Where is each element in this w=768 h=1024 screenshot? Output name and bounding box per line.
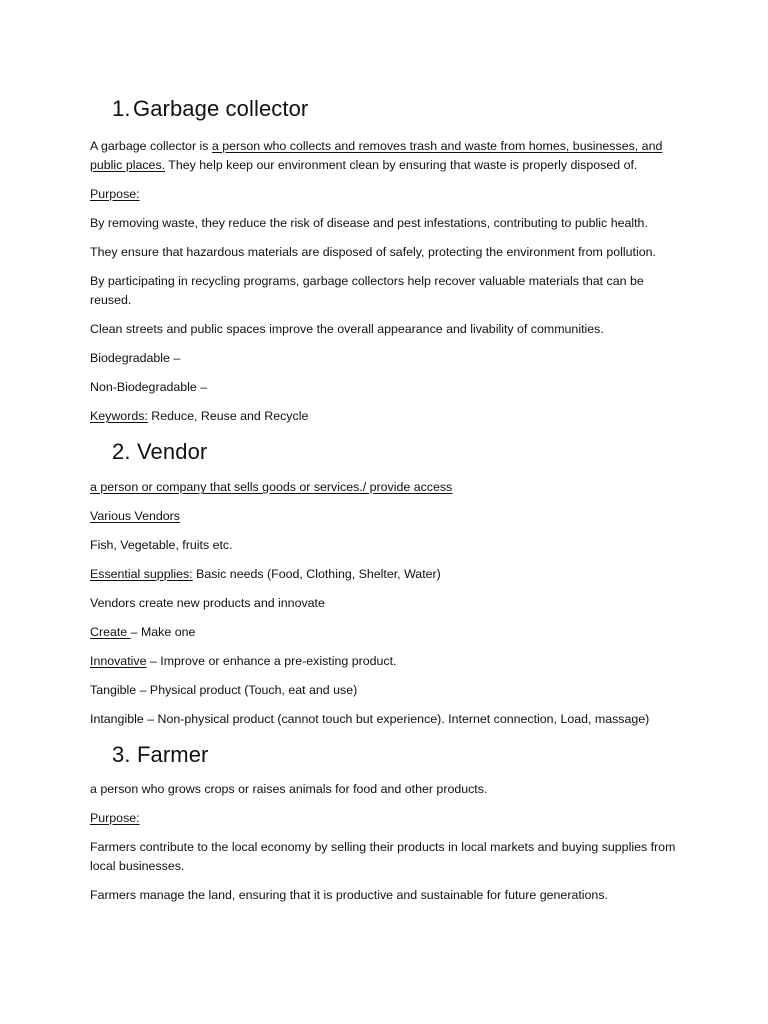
vendor-examples: Fish, Vegetable, fruits etc. — [90, 538, 233, 552]
create-line: Create – Make one — [90, 625, 196, 639]
purpose-point: By participating in recycling programs, garbage collectors help recover valuable materials that can be reused. — [90, 274, 644, 307]
heading-garbage-collector — [112, 96, 308, 122]
essential-supplies-line: Essential supplies: Basic needs (Food, Clothing, Shelter, Water) — [90, 567, 441, 581]
purpose-point: Farmers manage the land, ensuring that it is productive and sustainable for future generations. — [90, 888, 608, 902]
garbage-collector-intro: A garbage collector is a person who collects and removes trash and waste from homes, businesses, and public places. They help keep our environment clean by ensuring that waste is properly disposed of. — [90, 139, 663, 172]
heading-title: Garbage collector — [133, 96, 309, 121]
farmer-definition: a person who grows crops or raises animals for food and other products. — [90, 782, 488, 796]
keywords-label: Keywords: — [90, 409, 148, 423]
various-vendors-label: Various Vendors — [90, 509, 181, 523]
heading-title: Farmer — [137, 742, 209, 767]
heading-number: 3. — [112, 742, 131, 767]
definition-underlined: a person who collects and removes trash and waste from homes, businesses, and public places. — [90, 139, 663, 172]
heading-number: 1. — [112, 96, 131, 121]
intangible-line: Intangible – Non-physical product (cannot touch but experience). Internet connection, Load, massage) — [90, 712, 650, 726]
purpose-point: Clean streets and public spaces improve the overall appearance and livability of communities. — [90, 322, 604, 336]
essential-supplies-label: Essential supplies: — [90, 567, 193, 581]
non-biodegradable-line: Non-Biodegradable – — [90, 380, 208, 394]
purpose-label: Purpose: — [90, 811, 140, 825]
heading-farmer — [112, 742, 209, 768]
vendor-definition: a person or company that sells goods or services./ provide access — [90, 480, 453, 494]
purpose-point: By removing waste, they reduce the risk of disease and pest infestations, contributing to public health. — [90, 216, 648, 230]
biodegradable-line: Biodegradable – — [90, 351, 181, 365]
innovative-line: Innovative – Improve or enhance a pre-existing product. — [90, 654, 397, 668]
tangible-line: Tangible – Physical product (Touch, eat and use) — [90, 683, 358, 697]
purpose-point: They ensure that hazardous materials are disposed of safely, protecting the environment from pollution. — [90, 245, 656, 259]
keywords-line: Keywords: Reduce, Reuse and Recycle — [90, 409, 309, 423]
create-label: Create — [90, 625, 131, 639]
heading-title: Vendor — [137, 439, 208, 464]
innovative-label: Innovative — [90, 654, 147, 668]
purpose-point: Farmers contribute to the local economy by selling their products in local markets and buying supplies from local businesses. — [90, 840, 676, 873]
heading-number: 2. — [112, 439, 131, 464]
create-innovate-line: Vendors create new products and innovate — [90, 596, 325, 610]
purpose-label: Purpose: — [90, 187, 140, 201]
heading-vendor — [112, 439, 207, 465]
